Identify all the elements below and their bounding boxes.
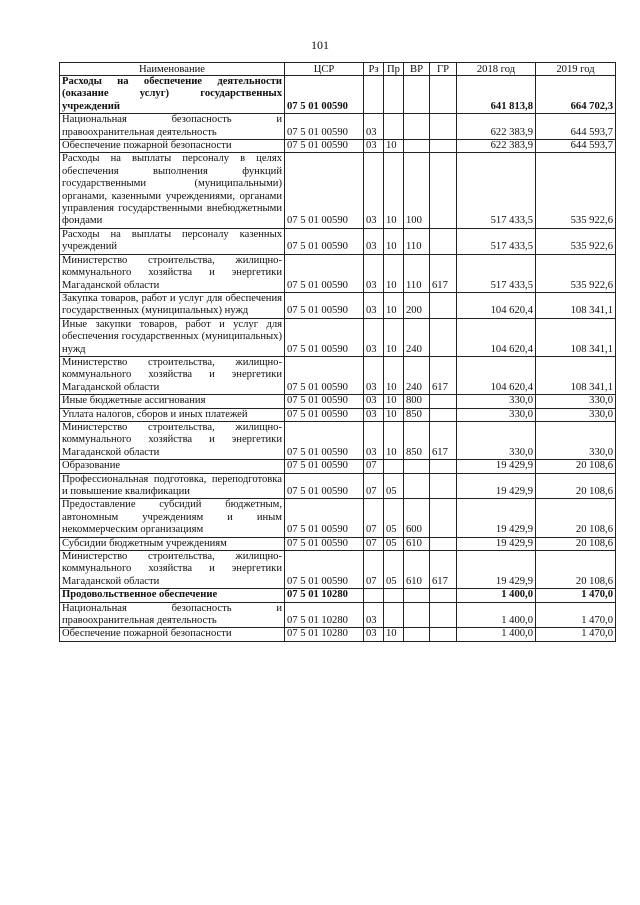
cell-pr: 05 [384,473,404,499]
cell-pr: 10 [384,254,404,292]
cell-name: Обеспечение пожарной безопасности [60,140,285,153]
table-row [60,499,616,537]
header-pr: Пр [384,63,404,76]
header-vr: ВР [404,63,430,76]
cell-gr [430,602,457,628]
header-2018: 2018 год [457,63,536,76]
table-row [60,551,616,589]
cell-2019: 644 593,7 [536,114,616,140]
cell-pr [384,460,404,473]
cell-2018: 1 400,0 [457,628,536,641]
table-row [60,395,616,408]
cell-name: Продовольственное обеспечение [60,589,285,602]
cell-vr [404,76,430,114]
cell-name: Национальная безопасность и правоохранительная деятельность [60,602,285,628]
cell-2019: 535 922,6 [536,228,616,254]
cell-2018: 19 429,9 [457,473,536,499]
table-row [60,356,616,394]
cell-2019: 330,0 [536,421,616,459]
cell-2019: 1 470,0 [536,589,616,602]
table-row [60,318,616,356]
cell-gr [430,114,457,140]
cell-name: Уплата налогов, сборов и иных платежей [60,408,285,421]
header-csr: ЦСР [285,63,364,76]
cell-vr: 110 [404,254,430,292]
cell-gr [430,589,457,602]
page-number: 101 [311,38,329,52]
cell-csr: 07 5 01 00590 [285,395,364,408]
cell-rz: 07 [364,537,384,550]
cell-vr: 240 [404,318,430,356]
cell-gr: 617 [430,356,457,394]
cell-2018: 1 400,0 [457,589,536,602]
cell-gr [430,153,457,228]
cell-2018: 19 429,9 [457,460,536,473]
cell-pr: 05 [384,551,404,589]
cell-pr: 10 [384,628,404,641]
cell-2019: 1 470,0 [536,628,616,641]
cell-2018: 330,0 [457,395,536,408]
cell-csr: 07 5 01 00590 [285,551,364,589]
table-row [60,408,616,421]
cell-vr [404,460,430,473]
table-row [60,114,616,140]
cell-rz: 03 [364,228,384,254]
budget-table [59,62,616,642]
cell-pr: 10 [384,292,404,318]
table-row [60,292,616,318]
cell-csr: 07 5 01 10280 [285,602,364,628]
cell-rz: 07 [364,551,384,589]
cell-rz: 03 [364,628,384,641]
cell-rz: 03 [364,153,384,228]
cell-csr: 07 5 01 10280 [285,628,364,641]
cell-csr: 07 5 01 00590 [285,537,364,550]
header-rz: Рз [364,63,384,76]
cell-vr: 850 [404,421,430,459]
cell-pr: 10 [384,408,404,421]
table-row [60,628,616,641]
cell-rz [364,76,384,114]
cell-name: Предоставление субсидий бюджетным, автономным учреждениям и иным некоммерческим организациям [60,499,285,537]
cell-pr [384,114,404,140]
cell-name: Иные закупки товаров, работ и услуг для обеспечения государственных (муниципальных) нужд [60,318,285,356]
cell-csr: 07 5 01 00590 [285,140,364,153]
cell-name: Иные бюджетные ассигнования [60,395,285,408]
cell-gr [430,140,457,153]
table-row [60,140,616,153]
cell-rz: 03 [364,318,384,356]
cell-csr: 07 5 01 00590 [285,318,364,356]
cell-vr [404,589,430,602]
cell-vr [404,628,430,641]
cell-pr: 10 [384,228,404,254]
cell-gr [430,460,457,473]
cell-rz: 03 [364,292,384,318]
cell-vr: 600 [404,499,430,537]
cell-2019: 108 341,1 [536,292,616,318]
cell-vr: 610 [404,551,430,589]
cell-2019: 330,0 [536,408,616,421]
cell-rz: 03 [364,395,384,408]
cell-name: Министерство строительства, жилищно-коммунального хозяйства и энергетики Магаданской области [60,421,285,459]
cell-pr [384,589,404,602]
table-row [60,589,616,602]
cell-rz: 03 [364,254,384,292]
cell-csr: 07 5 01 00590 [285,460,364,473]
cell-csr: 07 5 01 00590 [285,473,364,499]
cell-vr [404,602,430,628]
cell-2018: 641 813,8 [457,76,536,114]
cell-gr [430,395,457,408]
cell-2018: 517 433,5 [457,254,536,292]
cell-gr: 617 [430,254,457,292]
cell-rz: 03 [364,356,384,394]
cell-gr: 617 [430,551,457,589]
cell-csr: 07 5 01 00590 [285,153,364,228]
cell-vr [404,473,430,499]
cell-gr [430,628,457,641]
cell-name: Обеспечение пожарной безопасности [60,628,285,641]
cell-vr: 110 [404,228,430,254]
cell-2018: 19 429,9 [457,537,536,550]
cell-csr: 07 5 01 10280 [285,589,364,602]
cell-2018: 330,0 [457,421,536,459]
cell-gr [430,499,457,537]
cell-pr: 10 [384,140,404,153]
table-header-row [60,63,616,76]
cell-csr: 07 5 01 00590 [285,114,364,140]
cell-2019: 20 108,6 [536,551,616,589]
cell-name: Расходы на выплаты персоналу в целях обеспечения выполнения функций государственными (муниципальными) органами, казенными учреждениями, органами управления государственными внебюджетными фондами [60,153,285,228]
cell-2019: 1 470,0 [536,602,616,628]
cell-2018: 104 620,4 [457,356,536,394]
cell-gr: 617 [430,421,457,459]
cell-csr: 07 5 01 00590 [285,408,364,421]
cell-pr: 10 [384,421,404,459]
cell-2018: 1 400,0 [457,602,536,628]
cell-pr: 10 [384,356,404,394]
cell-2019: 20 108,6 [536,460,616,473]
cell-2019: 535 922,6 [536,153,616,228]
cell-2018: 622 383,9 [457,140,536,153]
cell-vr [404,140,430,153]
cell-name: Расходы на обеспечение деятельности (оказание услуг) государственных учреждений [60,76,285,114]
cell-2018: 517 433,5 [457,153,536,228]
table-body [60,76,616,642]
cell-name: Субсидии бюджетным учреждениям [60,537,285,550]
cell-pr: 05 [384,499,404,537]
table-row [60,473,616,499]
cell-2019: 330,0 [536,395,616,408]
cell-2018: 104 620,4 [457,318,536,356]
header-2019: 2019 год [536,63,616,76]
cell-name: Национальная безопасность и правоохранительная деятельность [60,114,285,140]
cell-csr: 07 5 01 00590 [285,421,364,459]
cell-csr: 07 5 01 00590 [285,228,364,254]
cell-csr: 07 5 01 00590 [285,254,364,292]
cell-2019: 535 922,6 [536,254,616,292]
cell-rz: 07 [364,460,384,473]
cell-2018: 19 429,9 [457,551,536,589]
cell-2018: 517 433,5 [457,228,536,254]
cell-2019: 20 108,6 [536,473,616,499]
cell-rz: 03 [364,408,384,421]
cell-name: Образование [60,460,285,473]
table-row [60,254,616,292]
cell-2019: 20 108,6 [536,537,616,550]
table-row [60,153,616,228]
cell-rz [364,589,384,602]
cell-csr: 07 5 01 00590 [285,356,364,394]
cell-csr: 07 5 01 00590 [285,292,364,318]
cell-2018: 19 429,9 [457,499,536,537]
cell-rz: 03 [364,602,384,628]
table-row [60,460,616,473]
table-row [60,76,616,114]
cell-gr [430,537,457,550]
cell-2019: 108 341,1 [536,318,616,356]
cell-pr [384,76,404,114]
cell-pr: 05 [384,537,404,550]
table-row [60,421,616,459]
cell-pr [384,602,404,628]
cell-vr: 100 [404,153,430,228]
table-row [60,602,616,628]
cell-2019: 644 593,7 [536,140,616,153]
cell-gr [430,76,457,114]
cell-gr [430,408,457,421]
table-row [60,228,616,254]
cell-gr [430,473,457,499]
cell-2018: 622 383,9 [457,114,536,140]
cell-pr: 10 [384,318,404,356]
cell-2019: 108 341,1 [536,356,616,394]
cell-name: Расходы на выплаты персоналу казенных учреждений [60,228,285,254]
cell-pr: 10 [384,395,404,408]
cell-2019: 664 702,3 [536,76,616,114]
cell-name: Профессиональная подготовка, переподготовка и повышение квалификации [60,473,285,499]
cell-gr [430,228,457,254]
cell-vr: 240 [404,356,430,394]
cell-name: Закупка товаров, работ и услуг для обеспечения государственных (муниципальных) нужд [60,292,285,318]
cell-2018: 104 620,4 [457,292,536,318]
cell-csr: 07 5 01 00590 [285,76,364,114]
header-name: Наименование [60,63,285,76]
cell-rz: 03 [364,421,384,459]
cell-name: Министерство строительства, жилищно-коммунального хозяйства и энергетики Магаданской области [60,551,285,589]
cell-vr: 800 [404,395,430,408]
cell-2018: 330,0 [457,408,536,421]
cell-2019: 20 108,6 [536,499,616,537]
cell-gr [430,292,457,318]
cell-csr: 07 5 01 00590 [285,499,364,537]
cell-vr: 610 [404,537,430,550]
cell-name: Министерство строительства, жилищно-коммунального хозяйства и энергетики Магаданской области [60,356,285,394]
cell-name: Министерство строительства, жилищно-коммунального хозяйства и энергетики Магаданской области [60,254,285,292]
cell-pr: 10 [384,153,404,228]
cell-rz: 03 [364,114,384,140]
header-gr: ГР [430,63,457,76]
table-row [60,537,616,550]
cell-vr [404,114,430,140]
cell-rz: 03 [364,140,384,153]
cell-gr [430,318,457,356]
cell-rz: 07 [364,499,384,537]
cell-rz: 07 [364,473,384,499]
cell-vr: 850 [404,408,430,421]
cell-vr: 200 [404,292,430,318]
